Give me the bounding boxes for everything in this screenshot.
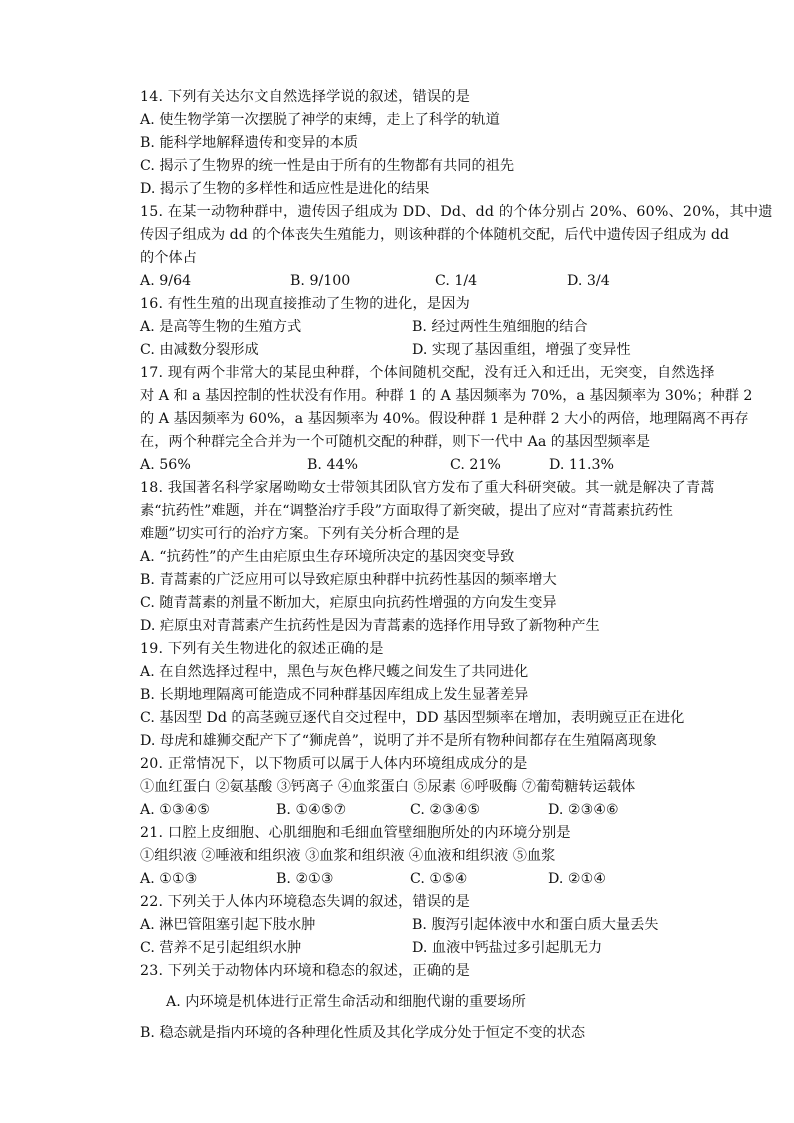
- question-stem-cont: 难题”切实可行的治疗方案。下列有关分析合理的是: [140, 526, 460, 542]
- option-b: B. 长期地理隔离可能造成不同种群基因库组成上发生显著差异: [140, 687, 529, 703]
- option-c: C. 21%: [450, 457, 501, 473]
- exam-page: [140, 86, 780, 1045]
- option-b: B. 9/100: [290, 273, 351, 289]
- option-d: D. 揭示了生物的多样性和适应性是进化的结果: [140, 181, 430, 197]
- option-a: A. 使生物学第一次摆脱了神学的束缚，走上了科学的轨道: [140, 112, 500, 128]
- option-c: C. 基因型 Dd 的高茎豌豆逐代自交过程中，DD 基因型频率在增加，表明豌豆正在进化: [140, 710, 685, 726]
- question-stem-cont: 的个体占: [140, 250, 197, 266]
- question-stem: 17. 现有两个非常大的某昆虫种群，个体间随机交配，没有迁入和迁出，无突变，自然选择: [140, 365, 715, 381]
- option-c: C. 揭示了生物界的统一性是由于所有的生物都有共同的祖先: [140, 158, 515, 174]
- question-stem: 16. 有性生殖的出现直接推动了生物的进化，是因为: [140, 296, 471, 312]
- question-stem: 21. 口腔上皮细胞、心肌细胞和毛细血管壁细胞所处的内环境分别是: [140, 825, 571, 841]
- option-a: A. 淋巴管阻塞引起下肢水肿: [140, 917, 316, 933]
- option-d: D. ②③④⑥: [548, 802, 619, 818]
- options-row: [140, 799, 780, 822]
- option-a: A. 内环境是机体进行正常生命活动和细胞代谢的重要场所: [166, 994, 526, 1010]
- options-row: [140, 454, 780, 477]
- option-d: D. 实现了基因重组，增强了变异性: [412, 342, 631, 358]
- question-stem-cont: 在，两个种群完全合并为一个可随机交配的种群，则下一代中 Aa 的基因型频率是: [140, 434, 651, 450]
- option-d: D. 疟原虫对青蒿素产生抗药性是因为青蒿素的选择作用导致了新物种产生: [140, 618, 600, 634]
- option-b: B. ②①③: [276, 871, 334, 887]
- option-c: C. ①⑤④: [410, 871, 468, 887]
- option-a: A. “抗药性”的产生由疟原虫生存环境所决定的基因突变导致: [140, 549, 515, 565]
- question-stem-cont: 对 A 和 a 基因控制的性状没有作用。种群 1 的 A 基因频率为 70%，a 基因频率为 30%；种群 2: [140, 388, 753, 404]
- option-c: C. 由减数分裂形成: [140, 342, 259, 358]
- option-d: D. 11.3%: [549, 457, 614, 473]
- question-items: ①血红蛋白 ②氨基酸 ③钙离子 ④血浆蛋白 ⑤尿素 ⑥呼吸酶 ⑦葡萄糖转运载体: [140, 779, 636, 795]
- question-20: [140, 753, 780, 822]
- question-16: [140, 293, 780, 362]
- question-stem-cont: 素“抗药性”难题，并在“调整治疗手段”方面取得了新突破，提出了应对“青蒿素抗药性: [140, 503, 673, 519]
- question-stem: 15. 在某一动物种群中，遗传因子组成为 DD、Dd、dd 的个体分别占 20%、60%、20%，其中遗: [140, 204, 773, 220]
- options-row: [140, 339, 780, 362]
- question-15: [140, 201, 780, 293]
- question-stem: 19. 下列有关生物进化的叙述正确的是: [140, 641, 384, 657]
- option-a: A. ①③④⑤: [140, 802, 211, 818]
- option-d: D. 血液中钙盐过多引起肌无力: [412, 940, 603, 956]
- option-b: B. 44%: [307, 457, 358, 473]
- question-23: [140, 960, 780, 1045]
- option-a: A. 56%: [140, 457, 191, 473]
- option-a: A. ①①③: [140, 871, 198, 887]
- option-c: C. 1/4: [435, 273, 478, 289]
- question-21: [140, 822, 780, 891]
- question-stem: 22. 下列关于人体内环境稳态失调的叙述，错误的是: [140, 894, 471, 910]
- question-18: [140, 477, 780, 638]
- option-d: D. ②①④: [548, 871, 607, 887]
- question-stem: 23. 下列关于动物体内环境和稳态的叙述，正确的是: [140, 963, 471, 979]
- question-stem: 20. 正常情况下，以下物质可以属于人体内环境组成成分的是: [140, 756, 528, 772]
- question-stem-cont: 的 A 基因频率为 60%，a 基因频率为 40%。假设种群 1 是种群 2 大小的两倍，地理隔离不再存: [140, 411, 749, 427]
- option-c: C. 随青蒿素的剂量不断加大，疟原虫向抗药性增强的方向发生变异: [140, 595, 557, 611]
- option-b: B. 能科学地解释遗传和变异的本质: [140, 135, 359, 151]
- options-row: [140, 270, 780, 293]
- option-d: D. 3/4: [567, 273, 610, 289]
- question-items: ①组织液 ②唾液和组织液 ③血浆和组织液 ④血液和组织液 ⑤血浆: [140, 848, 556, 864]
- option-c: C. 营养不足引起组织水肿: [140, 940, 302, 956]
- option-b: B. 腹泻引起体液中水和蛋白质大量丢失: [412, 917, 659, 933]
- question-19: [140, 638, 780, 753]
- question-stem: 18. 我国著名科学家屠呦呦女士带领其团队官方发布了重大科研突破。其一就是解决了青蒿: [140, 480, 715, 496]
- option-a: A. 是高等生物的生殖方式: [140, 319, 302, 335]
- option-b: B. 青蒿素的广泛应用可以导致疟原虫种群中抗药性基因的频率增大: [140, 572, 557, 588]
- options-row: [140, 937, 780, 960]
- options-row: [140, 914, 780, 937]
- option-b: B. 稳态就是指内环境的各种理化性质及其化学成分处于恒定不变的状态: [140, 1025, 586, 1041]
- question-stem-cont: 传因子组成为 dd 的个体丧失生殖能力，则该种群的个体随机交配，后代中遗传因子组成为 dd: [140, 227, 729, 243]
- question-17: [140, 362, 780, 477]
- option-d: D. 母虎和雄狮交配产下了“狮虎兽”，说明了并不是所有物种间都存在生殖隔离现象: [140, 733, 657, 749]
- option-a: A. 9/64: [140, 273, 192, 289]
- question-14: [140, 86, 780, 201]
- question-stem: 14. 下列有关达尔文自然选择学说的叙述，错误的是: [140, 89, 471, 105]
- option-c: C. ②③④⑤: [410, 802, 481, 818]
- option-a: A. 在自然选择过程中，黑色与灰色桦尺蠖之间发生了共同进化: [140, 664, 529, 680]
- question-22: [140, 891, 780, 960]
- options-row: [140, 868, 780, 891]
- option-b: B. 经过两性生殖细胞的结合: [412, 319, 588, 335]
- option-b: B. ①④⑤⑦: [276, 802, 347, 818]
- options-row: [140, 316, 780, 339]
